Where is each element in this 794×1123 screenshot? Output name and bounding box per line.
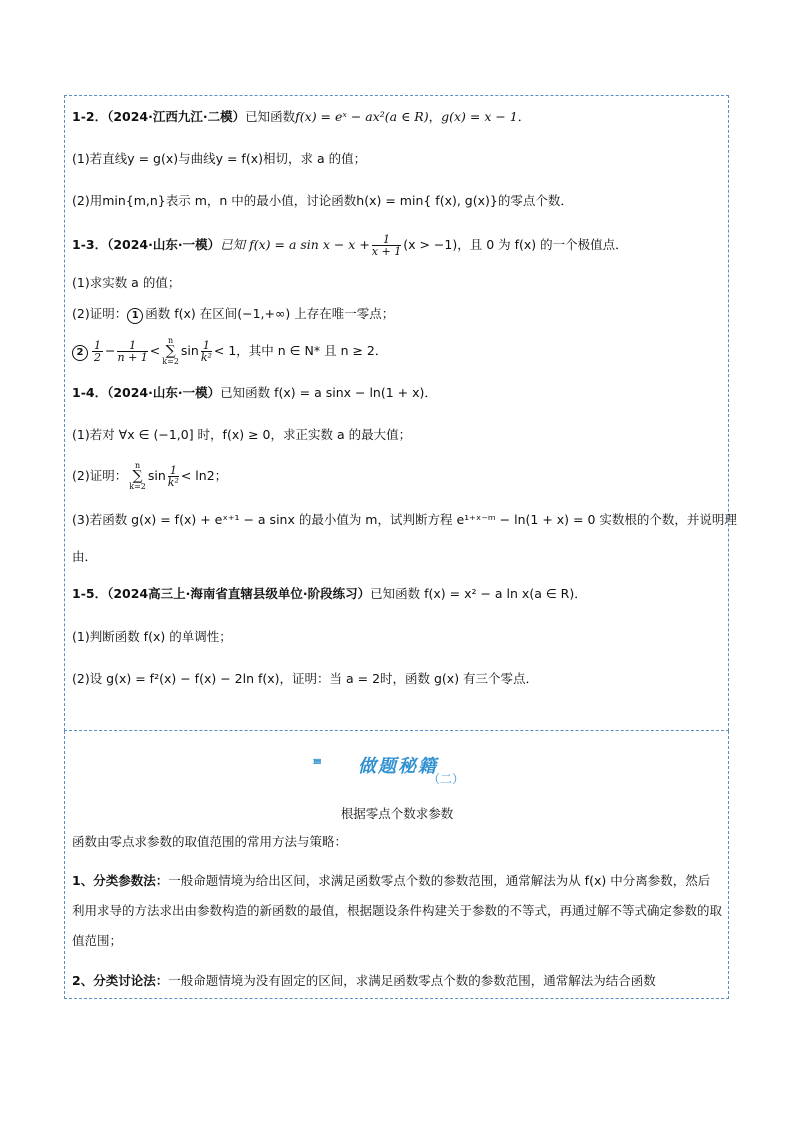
problem-1-4-q2: (2)证明： n ∑ k=2 sin $\frac{1}{\text{k²}}$ < ln2； <box>72 461 228 491</box>
problem-1-3-inequality: 2 $\frac{1}{2}$ − $\frac{1}{n + 1}$ < n ∑ k=2 sin $\frac{1}{\text{k²}}$ < 1，其中 n ∈ N* 且 n ≥ 2． <box>72 337 722 366</box>
method-1: 1、分类参数法：一般命题情境为给出区间，求满足函数零点个数的参数范围，通常解法为从 f(x) 中分离参数，然后利用求导的方法求出由参数构造的新函数的最值，根据题设条件构建关于参数的不等式，再通过解不等式确定参数的取值范围； <box>72 873 723 948</box>
problem-source: （2024·山东·一模） <box>107 385 221 400</box>
fraction: $\frac{1}{x + 1}$ <box>371 233 402 258</box>
problem-1-3-q2: (2)证明： 1 函数 f(x) 在区间(−1,+∞) 上存在唯一零点； <box>72 305 722 324</box>
problem-source: （2024·山东·一模） <box>107 237 221 252</box>
problem-1-4-q3: (3)若函数 g(x) = f(x) + eˣ⁺¹ − a sinx 的最小值为 m，试判断方程 e¹⁺ˣ⁻ᵐ − ln(1 + x) = 0 实数根的个数，并说明理 <box>72 512 737 527</box>
problem-source: （2024·江西九江·二模） <box>107 109 246 124</box>
stacked-books-icon <box>313 746 353 778</box>
problem-number: 1-2． <box>72 109 108 124</box>
banner-subtitle: （二） <box>428 772 465 786</box>
problem-1-3-statement: 1-3．（2024·山东·一模）已知 f(x) = a sin x − x + $\frac{1}{x + 1}$ (x > −1)，且 0 为 f(x) 的一个极值点． <box>72 233 628 258</box>
section-intro: 函数由零点求参数的取值范围的常用方法与策略： <box>72 834 348 849</box>
problem-1-4-statement: 1-4．（2024·山东·一模）已知函数 f(x) = a sinx − ln(1 + x)． <box>72 385 437 400</box>
problem-1-3-q1: (1)求实数 a 的值； <box>72 275 181 290</box>
circled-number-1: 1 <box>127 308 143 324</box>
problem-1-4-q1: (1)若对 ∀x ∈ (−1,0] 时，f(x) ≥ 0，求正实数 a 的最大值； <box>72 427 412 442</box>
problem-1-2-q1: (1)若直线y = g(x)与曲线y = f(x)相切，求 a 的值； <box>72 151 367 166</box>
problem-source: （2024高三上·海南省直辖县级单位·阶段练习） <box>107 586 371 601</box>
problem-number: 1-5． <box>72 586 108 601</box>
problem-1-5-q1: (1)判断函数 f(x) 的单调性； <box>72 629 232 644</box>
section-title: 根据零点个数求参数 <box>340 806 454 821</box>
problem-1-2-statement: 1-2．（2024·江西九江·二模）已知函数f(x) = eˣ − ax²(a ∈ R)，g(x) = x − 1． <box>72 109 531 124</box>
method-2: 2、分类讨论法：一般命题情境为没有固定的区间，求满足函数零点个数的参数范围，通常解法为结合函数 <box>72 973 656 988</box>
summation: n ∑ k=2 <box>162 336 179 366</box>
problem-1-4-q3-cont: 由． <box>72 549 98 564</box>
summation: n ∑ k=2 <box>129 461 146 491</box>
problem-number: 1-4． <box>72 385 108 400</box>
problem-number: 1-3． <box>72 237 108 252</box>
circled-number-2: 2 <box>72 345 88 361</box>
banner-title: 做题秘籍 <box>358 756 438 777</box>
problem-1-5-statement: 1-5．（2024高三上·海南省直辖县级单位·阶段练习）已知函数 f(x) = x² − a ln x(a ∈ R)． <box>72 586 587 601</box>
problem-1-2-q2: (2)用min{m,n}表示 m，n 中的最小值，讨论函数h(x) = min{ f(x), g(x)}的零点个数． <box>72 193 573 208</box>
problem-1-5-q2: (2)设 g(x) = f²(x) − f(x) − 2ln f(x)，证明：当 a = 2时，函数 g(x) 有三个零点． <box>72 671 539 686</box>
